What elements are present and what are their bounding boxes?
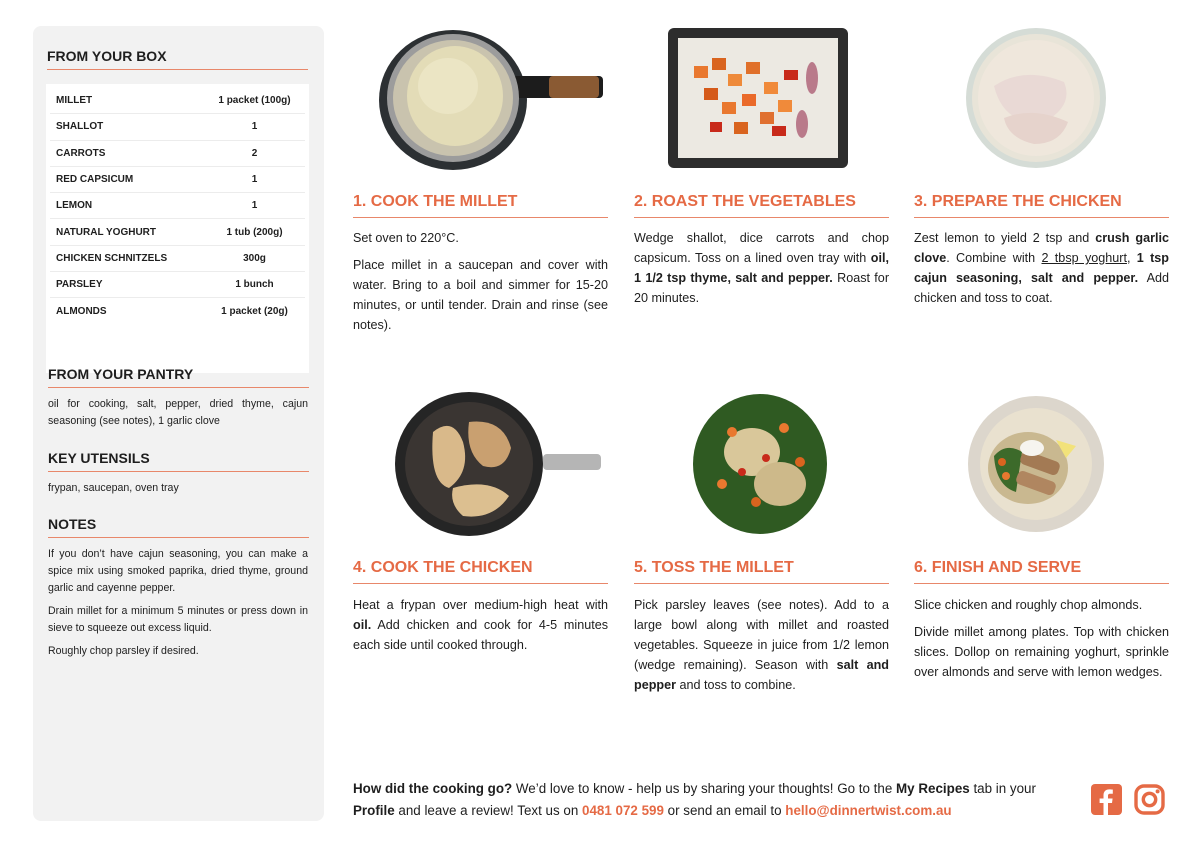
box-item-name: RED CAPSICUM — [56, 174, 134, 186]
profile-link[interactable]: Profile — [353, 803, 395, 818]
box-item-name: PARSLEY — [56, 279, 103, 291]
box-item-qty: 1 packet (100g) — [218, 95, 291, 107]
step-body — [914, 595, 1169, 689]
step-text-part: Heat a frypan over medium-high heat with — [353, 598, 608, 612]
email-link[interactable]: hello@dinnertwist.com.au — [785, 803, 952, 818]
step-body — [634, 595, 889, 702]
notes-heading: NOTES — [48, 516, 309, 538]
step-text: Place millet in a saucepan and cover with water. Bring to a boil and simmer for 15-20 minutes, or until tender. Drain and rinse (see notes). — [353, 258, 608, 332]
box-item-name: MILLET — [56, 95, 93, 107]
note-item: Roughly chop parsley if desired. — [48, 645, 199, 657]
step-text-underline: 2 tbsp yoghurt — [1041, 251, 1127, 265]
facebook-icon[interactable] — [1091, 784, 1122, 815]
step-body — [353, 228, 608, 342]
step-6 — [914, 392, 1169, 732]
step-text — [914, 228, 1169, 308]
step-text-bold: oil, 1 1/2 tsp thyme, salt and pepper. — [634, 251, 889, 285]
step-text-bold: oil. — [353, 618, 372, 632]
box-item-name: CHICKEN SCHNITZELS — [56, 252, 168, 264]
footer-text: We’d love to know - help us by sharing your thoughts! Go to the — [512, 781, 897, 796]
step-text-part: Zest lemon to yield 2 tsp and — [914, 231, 1096, 245]
box-item-qty: 1 — [251, 200, 258, 212]
step-title: 5. TOSS THE MILLET — [634, 559, 889, 584]
pantry-heading: FROM YOUR PANTRY — [48, 366, 309, 388]
instagram-icon[interactable] — [1134, 784, 1165, 815]
table-row — [50, 246, 305, 272]
step-title: 6. FINISH AND SERVE — [914, 559, 1169, 584]
note-item: If you don’t have cajun seasoning, you can make a spice mix using smoked paprika, dried thyme, ground garlic and cayenne pepper. — [48, 548, 308, 594]
step-text — [634, 595, 889, 695]
box-item-name: CARROTS — [56, 147, 106, 159]
step-5 — [634, 392, 889, 732]
step-text-bold: crush garlic clove — [914, 231, 1169, 265]
step-title: 3. PREPARE THE CHICKEN — [914, 193, 1169, 218]
table-row — [50, 272, 305, 298]
step-text — [353, 595, 608, 655]
box-item-qty: 1 bunch — [235, 279, 274, 291]
step-text-part: Add chicken and cook for 4-5 minutes each side until cooked through. — [353, 618, 608, 652]
step-text-part: Pick parsley leaves (see notes). Add to a large bowl along with millet and roasted vegetables. Squeeze in juice from 1/2 lemon (wedge remaining). Season with — [634, 598, 889, 672]
utensils-text: frypan, saucepan, oven tray — [48, 482, 179, 494]
box-item-qty: 1 tub (200g) — [226, 226, 283, 238]
step-text-part: Add chicken and toss to coat. — [914, 271, 1169, 305]
utensils-heading: KEY UTENSILS — [48, 450, 309, 472]
step-text-part: and toss to combine. — [676, 678, 796, 692]
footer-text: or send an email to — [663, 803, 786, 818]
ingredients-sidebar — [33, 26, 324, 821]
step-text-bold: 1 tsp cajun seasoning, salt and pepper. — [914, 251, 1169, 285]
step-text-part: . Combine with — [946, 251, 1042, 265]
step-text-part: Roast for 20 minutes. — [634, 271, 890, 305]
step-text: Set oven to 220°C. — [353, 231, 459, 245]
table-row — [50, 88, 305, 114]
step-body — [634, 228, 889, 315]
my-recipes-link[interactable]: My Recipes — [896, 781, 970, 796]
step-1 — [353, 26, 608, 346]
box-item-name: ALMONDS — [56, 306, 107, 318]
pantry-text: oil for cooking, salt, pepper, dried thyme, cajun seasoning (see notes), 1 garlic clove — [48, 398, 308, 427]
phone-link[interactable]: 0481 072 599 — [582, 803, 664, 818]
box-item-qty: 1 — [251, 121, 258, 133]
from-your-box-heading: FROM YOUR BOX — [47, 48, 308, 70]
step-text — [634, 228, 889, 308]
table-row — [50, 219, 305, 245]
step-3 — [914, 26, 1169, 346]
millet-salad-photo — [692, 392, 832, 536]
table-row — [50, 141, 305, 167]
footer-text: and leave a review! Text us on — [394, 803, 583, 818]
table-row — [50, 193, 305, 219]
step-title: 1. COOK THE MILLET — [353, 193, 608, 218]
box-item-name: NATURAL YOGHURT — [56, 226, 156, 238]
box-item-qty: 1 — [251, 174, 258, 186]
box-item-qty: 2 — [251, 147, 258, 159]
box-item-name: LEMON — [56, 200, 93, 212]
marinated-chicken-photo — [964, 26, 1114, 170]
step-text: Slice chicken and roughly chop almonds. — [914, 598, 1143, 612]
footer-question: How did the cooking go? — [353, 781, 513, 796]
box-item-qty: 1 packet (20g) — [221, 306, 288, 318]
frypan-chicken-photo — [393, 392, 603, 536]
step-text-part: Wedge shallot, dice carrots and chop capsicum. Toss on a lined oven tray with — [634, 231, 889, 265]
footer-text: tab in your — [969, 781, 1036, 796]
box-item-name: SHALLOT — [56, 121, 104, 133]
millet-sieve-photo — [373, 26, 603, 170]
step-4 — [353, 392, 608, 732]
roast-vegetables-photo — [664, 26, 854, 170]
step-2 — [634, 26, 889, 346]
step-text: Divide millet among plates. Top with chicken slices. Dollop on remaining yoghurt, sprinkle over almonds and serve with lemon wedges. — [914, 625, 1169, 679]
table-row — [50, 298, 305, 324]
step-title: 2. ROAST THE VEGETABLES — [634, 193, 889, 218]
step-text-part: , — [1126, 251, 1137, 265]
plated-dish-photo — [966, 396, 1106, 536]
table-row — [50, 114, 305, 140]
box-item-qty: 300g — [243, 252, 266, 264]
feedback-footer — [353, 778, 1073, 822]
box-items-table — [46, 84, 309, 373]
step-body — [914, 228, 1169, 315]
notes-list — [48, 546, 308, 666]
step-text-bold: salt and pepper — [634, 658, 889, 692]
step-title: 4. COOK THE CHICKEN — [353, 559, 608, 584]
note-item: Drain millet for a minimum 5 minutes or press down in sieve to squeeze out excess liquid. — [48, 605, 308, 634]
step-body — [353, 595, 608, 662]
table-row — [50, 167, 305, 193]
